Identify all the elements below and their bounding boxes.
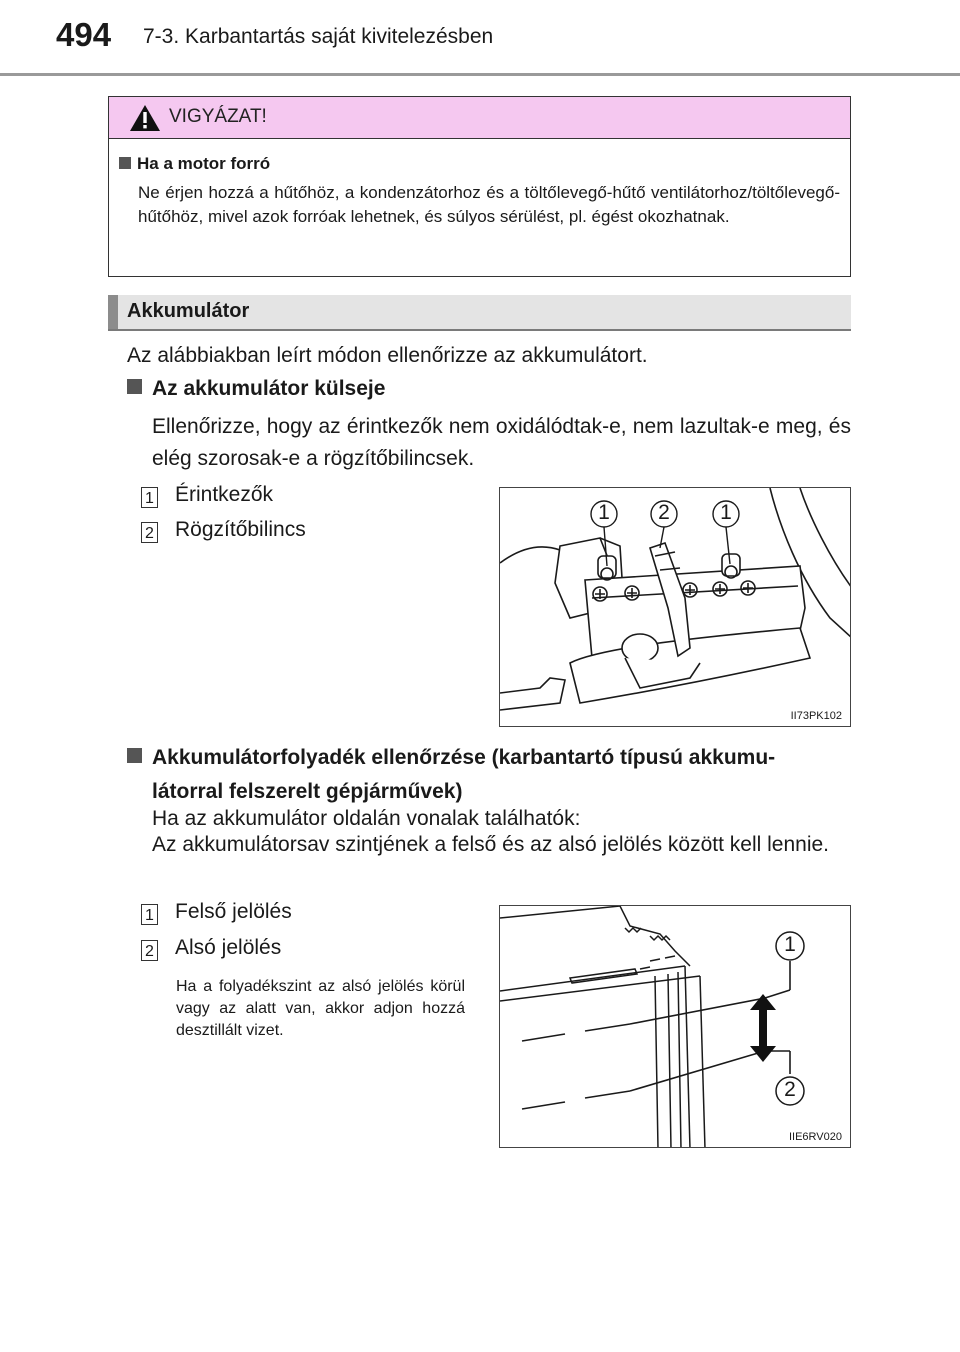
header-divider: [0, 73, 960, 76]
warning-label: VIGYÁZAT!: [169, 106, 267, 127]
legend-number: 1: [141, 904, 158, 925]
callout-number: 2: [784, 1078, 796, 1101]
legend-item: [141, 483, 441, 511]
legend-label: Érintkezők: [175, 483, 274, 506]
legend-item: [141, 518, 441, 546]
section-heading-bar: [108, 295, 851, 331]
warning-header: [109, 97, 850, 139]
section-heading: Akkumulátor: [127, 300, 250, 322]
legend-label: Rögzítőbilincs: [175, 518, 306, 541]
page-number: 494: [56, 16, 112, 53]
square-bullet-icon: [127, 379, 142, 394]
heading-accent: [108, 295, 118, 329]
exterior-text: Ellenőrizze, hogy az érintkezők nem oxidálódtak-e, nem lazultak-e meg, és elég szorosak-e a rögzítőbilincsek.: [152, 415, 851, 470]
square-bullet-icon: [119, 157, 131, 169]
fluid-level-figure: [499, 905, 851, 1148]
square-bullet-icon: [127, 748, 142, 763]
legend-number: 2: [141, 940, 158, 961]
refill-note: Ha a folyadékszint az alsó jelölés körül vagy az alatt van, akkor adjon hozzá desztillált vizet.: [176, 978, 465, 1039]
callout-number: 1: [598, 501, 610, 524]
legend-number: 1: [141, 487, 158, 508]
warning-triangle-icon: [129, 104, 161, 132]
callout-number: 1: [784, 933, 796, 956]
legend-label: Felső jelölés: [175, 900, 292, 923]
warning-box: [108, 96, 851, 277]
battery-intro: Az alábbiakban leírt módon ellenőrizze az akkumulátort.: [127, 344, 648, 367]
warning-text: Ne érjen hozzá a hűtőhöz, a kondenzátorhoz és a töltőlevegő-hűtő ventilátorhoz/töltőlevegő-hűtőhöz, mivel azok forróak lehetnek, és súlyos sérülést, pl. égést okozhatnak.: [138, 183, 840, 226]
exterior-title: Az akkumulátor külseje: [127, 372, 385, 406]
legend-label: Alsó jelölés: [175, 936, 282, 959]
fluid-title: Akkumulátorfolyadék ellenőrzése (karbantartó típusú akkumu-: [127, 741, 851, 775]
section-title: 7-3. Karbantartás saját kivitelezésben: [143, 25, 494, 48]
legend-number: 2: [141, 522, 158, 543]
warning-subtitle: Ha a motor forró: [119, 154, 270, 174]
legend-item: [141, 936, 441, 964]
fluid-title-continued: látorral felszerelt gépjárművek): [152, 780, 463, 803]
callout-number: 1: [720, 501, 732, 524]
figure-code: IIE6RV020: [788, 1131, 842, 1143]
fluid-text-2: Az akkumulátorsav szintjének a felső és az alsó jelölés között kell lennie.: [152, 833, 830, 856]
battery-terminal-figure: [499, 487, 851, 727]
figure-code: II73PK102: [790, 710, 842, 722]
callout-number: 2: [658, 501, 670, 524]
legend-item: [141, 900, 441, 928]
fluid-text-1: Ha az akkumulátor oldalán vonalak találhatók:: [152, 807, 581, 830]
